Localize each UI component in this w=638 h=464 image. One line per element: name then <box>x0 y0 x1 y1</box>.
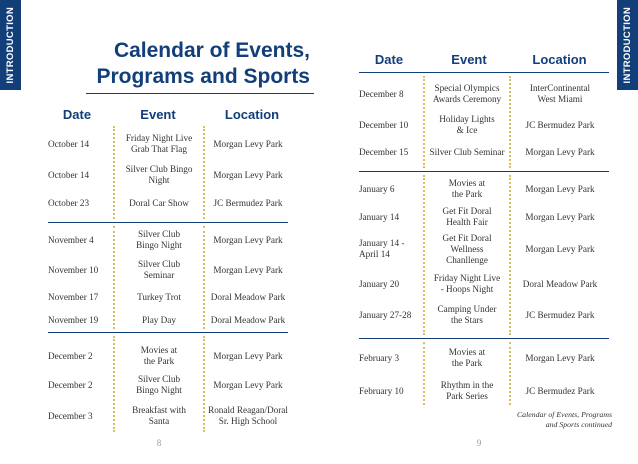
date-cell: February 3 <box>359 352 400 363</box>
event-cell: Rhythm in the Park Series <box>440 380 494 401</box>
date-cell: November 4 <box>48 234 94 245</box>
column-header-date: Date <box>62 107 92 122</box>
column-header-date: Date <box>374 52 404 67</box>
date-cell: December 8 <box>359 88 404 99</box>
date-cell: December 2 <box>48 379 93 390</box>
location-cell: Morgan Levy Park <box>213 234 283 245</box>
event-cell: Movies at the Park <box>140 345 178 366</box>
event-cell: Camping Under the Stars <box>437 304 497 325</box>
date-cell: January 6 <box>359 183 395 194</box>
date-cell: October 14 <box>48 169 90 180</box>
location-cell: Ronald Reagan/Doral Sr. High School <box>208 405 288 426</box>
event-cell: Friday Night Live Grab That Flag <box>125 133 193 154</box>
location-cell: JC Bermudez Park <box>525 309 595 320</box>
column-header-event: Event <box>140 107 176 122</box>
location-cell: Doral Meadow Park <box>522 278 598 289</box>
event-cell: Play Day <box>142 314 176 325</box>
event-cell: Breakfast with Santa <box>132 405 186 426</box>
location-cell: JC Bermudez Park <box>525 385 595 396</box>
page-number: 9 <box>476 438 482 448</box>
column-header-location: Location <box>532 52 587 67</box>
event-cell: Holiday Lights & Ice <box>439 114 495 135</box>
date-cell: December 15 <box>359 146 409 157</box>
date-cell: January 27-28 <box>359 309 412 320</box>
location-cell: JC Bermudez Park <box>213 197 283 208</box>
event-cell: Silver Club Bingo Night <box>136 229 182 250</box>
location-cell: JC Bermudez Park <box>525 119 595 130</box>
right-page <box>319 0 638 464</box>
location-cell: Morgan Levy Park <box>213 138 283 149</box>
column-header-event: Event <box>451 52 487 67</box>
event-cell: Silver Club Bingo Night <box>125 164 193 185</box>
month-divider <box>359 338 609 339</box>
event-cell: Special Olympics Awards Ceremony <box>432 83 502 104</box>
location-cell: Morgan Levy Park <box>525 183 595 194</box>
date-cell: December 10 <box>359 119 409 130</box>
date-cell: January 20 <box>359 278 400 289</box>
column-header-location: Location <box>224 107 280 122</box>
section-tab-label: INTRODUCTION <box>622 6 633 84</box>
date-cell: January 14 - April 14 <box>359 238 405 259</box>
page-number: 8 <box>156 438 162 448</box>
date-cell: February 10 <box>359 385 404 396</box>
title-rule <box>86 93 314 94</box>
location-cell: Morgan Levy Park <box>213 169 283 180</box>
location-cell: InterContinental West Miami <box>529 83 591 104</box>
header-rule <box>359 72 609 73</box>
location-cell: Morgan Levy Park <box>525 352 595 363</box>
location-cell: Morgan Levy Park <box>213 350 283 361</box>
event-cell: Silver Club Seminar <box>137 259 181 280</box>
date-cell: December 3 <box>48 410 93 421</box>
page-title <box>60 38 310 90</box>
location-cell: Morgan Levy Park <box>213 264 283 275</box>
date-cell: October 14 <box>48 138 90 149</box>
event-cell: Turkey Trot <box>137 291 181 302</box>
date-cell: November 19 <box>48 314 99 325</box>
location-cell: Doral Meadow Park <box>210 314 286 325</box>
continued-note: Calendar of Events, Programs and Sports continued <box>516 410 612 429</box>
event-cell: Movies at the Park <box>448 178 486 199</box>
date-cell: December 2 <box>48 350 93 361</box>
location-cell: Morgan Levy Park <box>525 243 595 254</box>
event-cell: Friday Night Live - Hoops Night <box>433 273 501 294</box>
section-tab-label: INTRODUCTION <box>5 6 16 84</box>
event-cell: Movies at the Park <box>448 347 486 368</box>
event-cell: Get Fit Doral Health Fair <box>442 206 492 227</box>
event-cell: Doral Car Show <box>129 197 189 208</box>
date-cell: October 23 <box>48 197 90 208</box>
date-cell: November 17 <box>48 291 99 302</box>
date-cell: January 14 <box>359 211 400 222</box>
event-cell: Silver Club Bingo Night <box>136 374 182 395</box>
title-line-1: Calendar of Events, <box>113 39 310 62</box>
event-cell: Get Fit Doral Wellness Chanllenge <box>442 232 492 265</box>
location-cell: Morgan Levy Park <box>525 211 595 222</box>
location-cell: Morgan Levy Park <box>213 379 283 390</box>
date-cell: November 10 <box>48 264 99 275</box>
event-cell: Silver Club Seminar <box>429 146 505 157</box>
location-cell: Doral Meadow Park <box>210 291 286 302</box>
location-cell: Morgan Levy Park <box>525 146 595 157</box>
title-line-2: Programs and Sports <box>96 65 310 88</box>
